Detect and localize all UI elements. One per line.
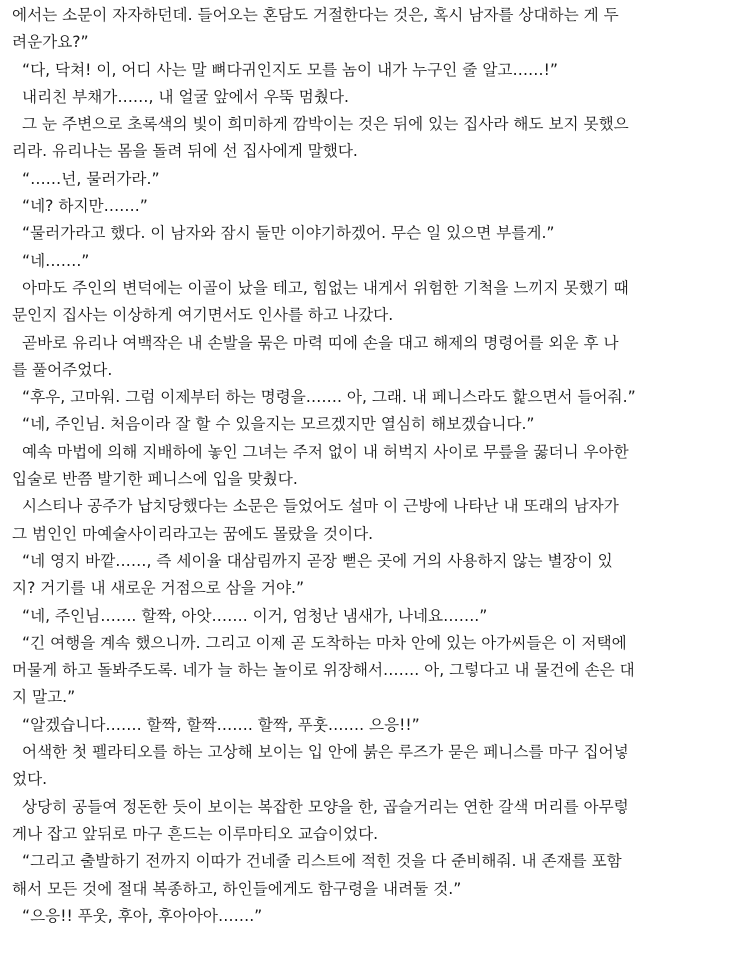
text-line: “으응!! 푸웃, 후아, 후아아아…….” [22,906,263,925]
text-line: 입술로 반쯤 발기한 페니스에 입을 맞췄다. [12,470,298,489]
text-line: 었다. [12,770,48,789]
text-line: “네? 하지만…….” [22,197,148,216]
text-line: “물러가라고 했다. 이 남자와 잠시 둘만 이야기하겠어. 무슨 일 있으면 부를게.” [22,224,555,243]
text-line: 문인지 집사는 이상하게 여기면서도 인사를 하고 나갔다. [12,306,394,325]
text-line: “네…….” [22,251,90,270]
text-line: 머물게 하고 돌봐주도록. 네가 늘 하는 놀이로 위장해서……. 아, 그렇다고 내 물건에 손은 대 [12,661,635,680]
text-line: “네, 주인님……. 할짝, 아앗……. 이거, 엄청난 냄새가, 나네요…….” [22,606,488,625]
text-line: 려운가요?” [12,33,89,52]
text-line: 를 풀어주었다. [12,360,113,379]
text-line: 시스티나 공주가 납치당했다는 소문은 들었어도 설마 이 근방에 나타난 내 또래의 남자가 [22,497,619,516]
text-line: 에서는 소문이 자자하던데. 들어오는 혼담도 거절한다는 것은, 혹시 남자를 상대하는 게 두 [12,6,619,24]
text-line: 리라. 유리나는 몸을 돌려 뒤에 선 집사에게 말했다. [12,142,358,161]
text-line: 해서 모든 것에 절대 복종하고, 하인들에게도 함구령을 내려둘 것.” [12,879,462,898]
text-line: “알겠습니다……. 할짝, 할짝……. 할짝, 푸훗……. 으응!!” [22,715,420,734]
text-line: “네, 주인님. 처음이라 잘 할 수 있을지는 모르겠지만 열심히 해보겠습니다.” [22,415,535,434]
text-line: “긴 여행을 계속 했으니까. 그리고 이제 곧 도착하는 마차 안에 있는 아가씨들은 이 저택에 [22,633,627,652]
text-line: 아마도 주인의 변덕에는 이골이 났을 테고, 힘없는 내게서 위험한 기척을 느끼지 못했기 때 [22,278,629,297]
text-line: 내리친 부채가……, 내 얼굴 앞에서 우뚝 멈췄다. [22,87,349,106]
text-line: 그 범인인 마예술사이리라고는 꿈에도 몰랐을 것이다. [12,524,374,543]
text-line: “그리고 출발하기 전까지 이따가 건네줄 리스트에 적힌 것을 다 준비해줘. 내 존재를 포함 [22,852,622,871]
text-line: “후우, 고마워. 그럼 이제부터 하는 명령을……. 아, 그래. 내 페니스라도 핥으면서 들어줘.” [22,388,636,407]
text-line: 어색한 첫 펠라티오를 하는 고상해 보이는 입 안에 붉은 루즈가 묻은 페니스를 마구 집어넣 [22,743,629,762]
body-text [12,2,732,930]
text-line: 상당히 공들여 정돈한 듯이 보이는 복잡한 모양을 한, 곱슬거리는 연한 갈색 머리를 아무렇 [22,797,629,816]
text-line: 지 말고.” [12,688,76,707]
text-line: 예속 마법에 의해 지배하에 놓인 그녀는 주저 없이 내 허벅지 사이로 무릎을 꿇더니 우아한 [22,442,629,461]
text-line: “……넌, 물러가라.” [22,169,160,188]
text-line: 지? 거기를 내 새로운 거점으로 삼을 거야.” [12,579,305,598]
text-line: 곧바로 유리나 여백작은 내 손발을 묶은 마력 띠에 손을 대고 해제의 명령어를 외운 후 나 [22,333,619,352]
text-line: 그 눈 주변으로 초록색의 빛이 희미하게 깜박이는 것은 뒤에 있는 집사라 해도 보지 못했으 [22,115,629,134]
text-line: “다, 닥쳐! 이, 어디 사는 말 뼈다귀인지도 모를 놈이 내가 누구인 줄 알고……!” [22,60,558,79]
text-line: “네 영지 바깥……, 즉 세이율 대삼림까지 곧장 뻗은 곳에 거의 사용하지 않는 별장이 있 [22,551,613,570]
text-line: 게나 잡고 앞뒤로 마구 흔드는 이루마티오 교습이었다. [12,824,379,843]
